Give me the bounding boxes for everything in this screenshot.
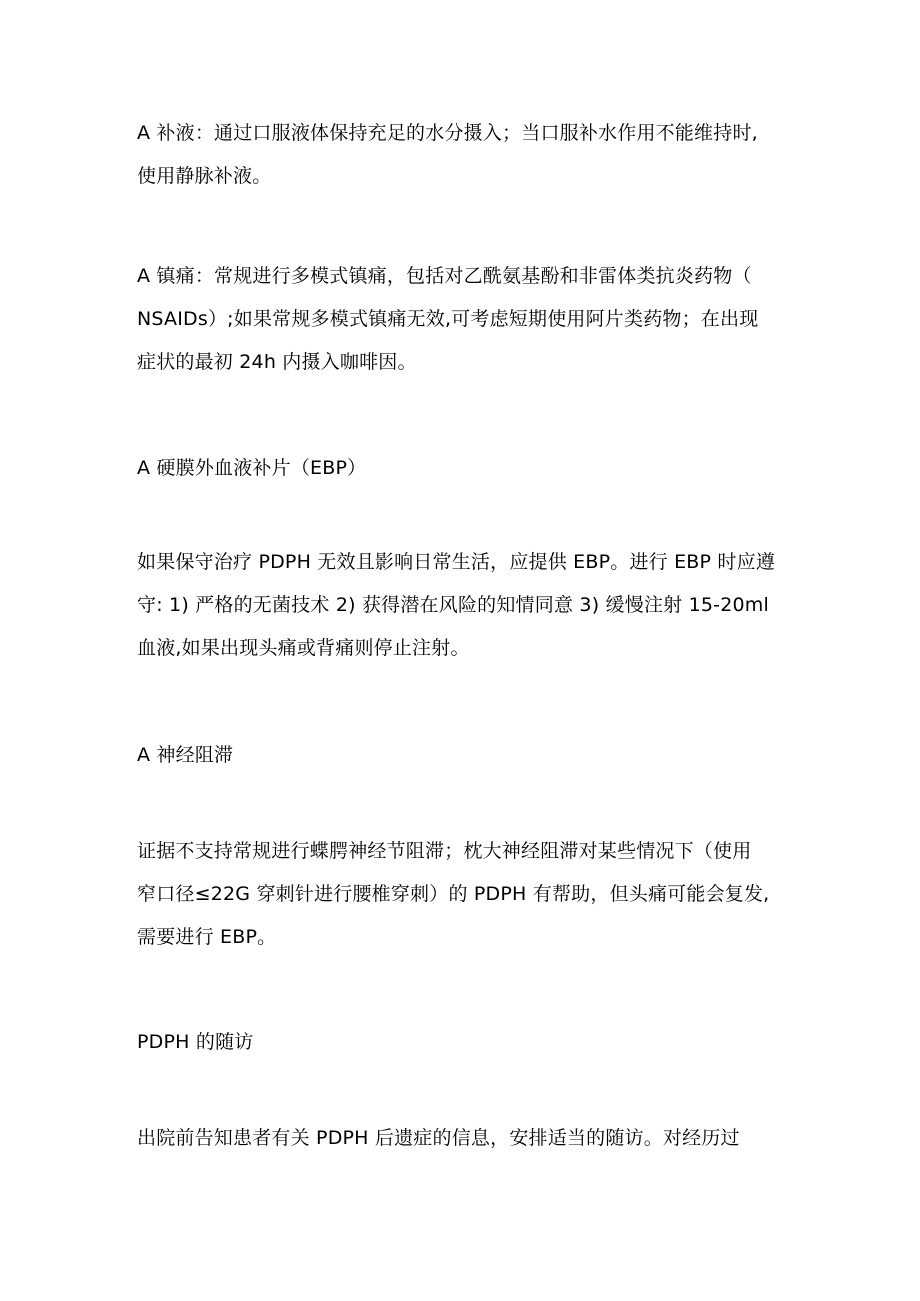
text-line: A 补液：通过口服液体保持充足的水分摄入；当口服补水作用不能维持时, — [137, 122, 758, 144]
text-line: A 镇痛：常规进行多模式镇痛，包括对乙酰氨基酚和非雷体类抗炎药物（ — [137, 265, 752, 287]
text-line: 守: 1) 严格的无菌技术 2) 获得潜在风险的知情同意 3) 缓慢注射 15-20ml — [137, 594, 769, 616]
text-line: NSAIDs）;如果常规多模式镇痛无效,可考虑短期使用阿片类药物；在出现 — [137, 308, 759, 330]
paragraph-analgesia — [137, 255, 797, 384]
text-line: A 硬膜外血液补片（EBP） — [137, 457, 367, 479]
paragraph-followup-heading — [137, 1021, 797, 1064]
text-line: 症状的最初 24h 内摄入咖啡因。 — [137, 351, 417, 373]
text-line: 血液,如果出现头痛或背痛则停止注射。 — [137, 637, 470, 659]
text-line: 窄口径≤22G 穿刺针进行腰椎穿刺）的 PDPH 有帮助，但头痛可能会复发, — [137, 883, 770, 905]
paragraph-nerve-block-heading — [137, 734, 797, 777]
paragraph-ebp-heading — [137, 447, 797, 490]
text-line: A 神经阻滞 — [137, 744, 234, 766]
text-line: 出院前告知患者有关 PDPH 后遗症的信息，安排适当的随访。对经历过 — [137, 1127, 740, 1149]
text-line: 如果保守治疗 PDPH 无效且影响日常生活，应提供 EBP。进行 EBP 时应遵 — [137, 551, 776, 573]
text-line: 证据不支持常规进行蝶腭神经节阻滞；枕大神经阻滞对某些情况下（使用 — [137, 840, 752, 862]
text-line: PDPH 的随访 — [137, 1031, 254, 1053]
text-line: 使用静脉补液。 — [137, 165, 272, 187]
paragraph-followup-details — [137, 1117, 797, 1160]
paragraph-fluid-replacement — [137, 112, 797, 198]
text-line: 需要进行 EBP。 — [137, 926, 277, 948]
paragraph-ebp-details — [137, 541, 797, 670]
paragraph-nerve-block-details — [137, 830, 797, 959]
